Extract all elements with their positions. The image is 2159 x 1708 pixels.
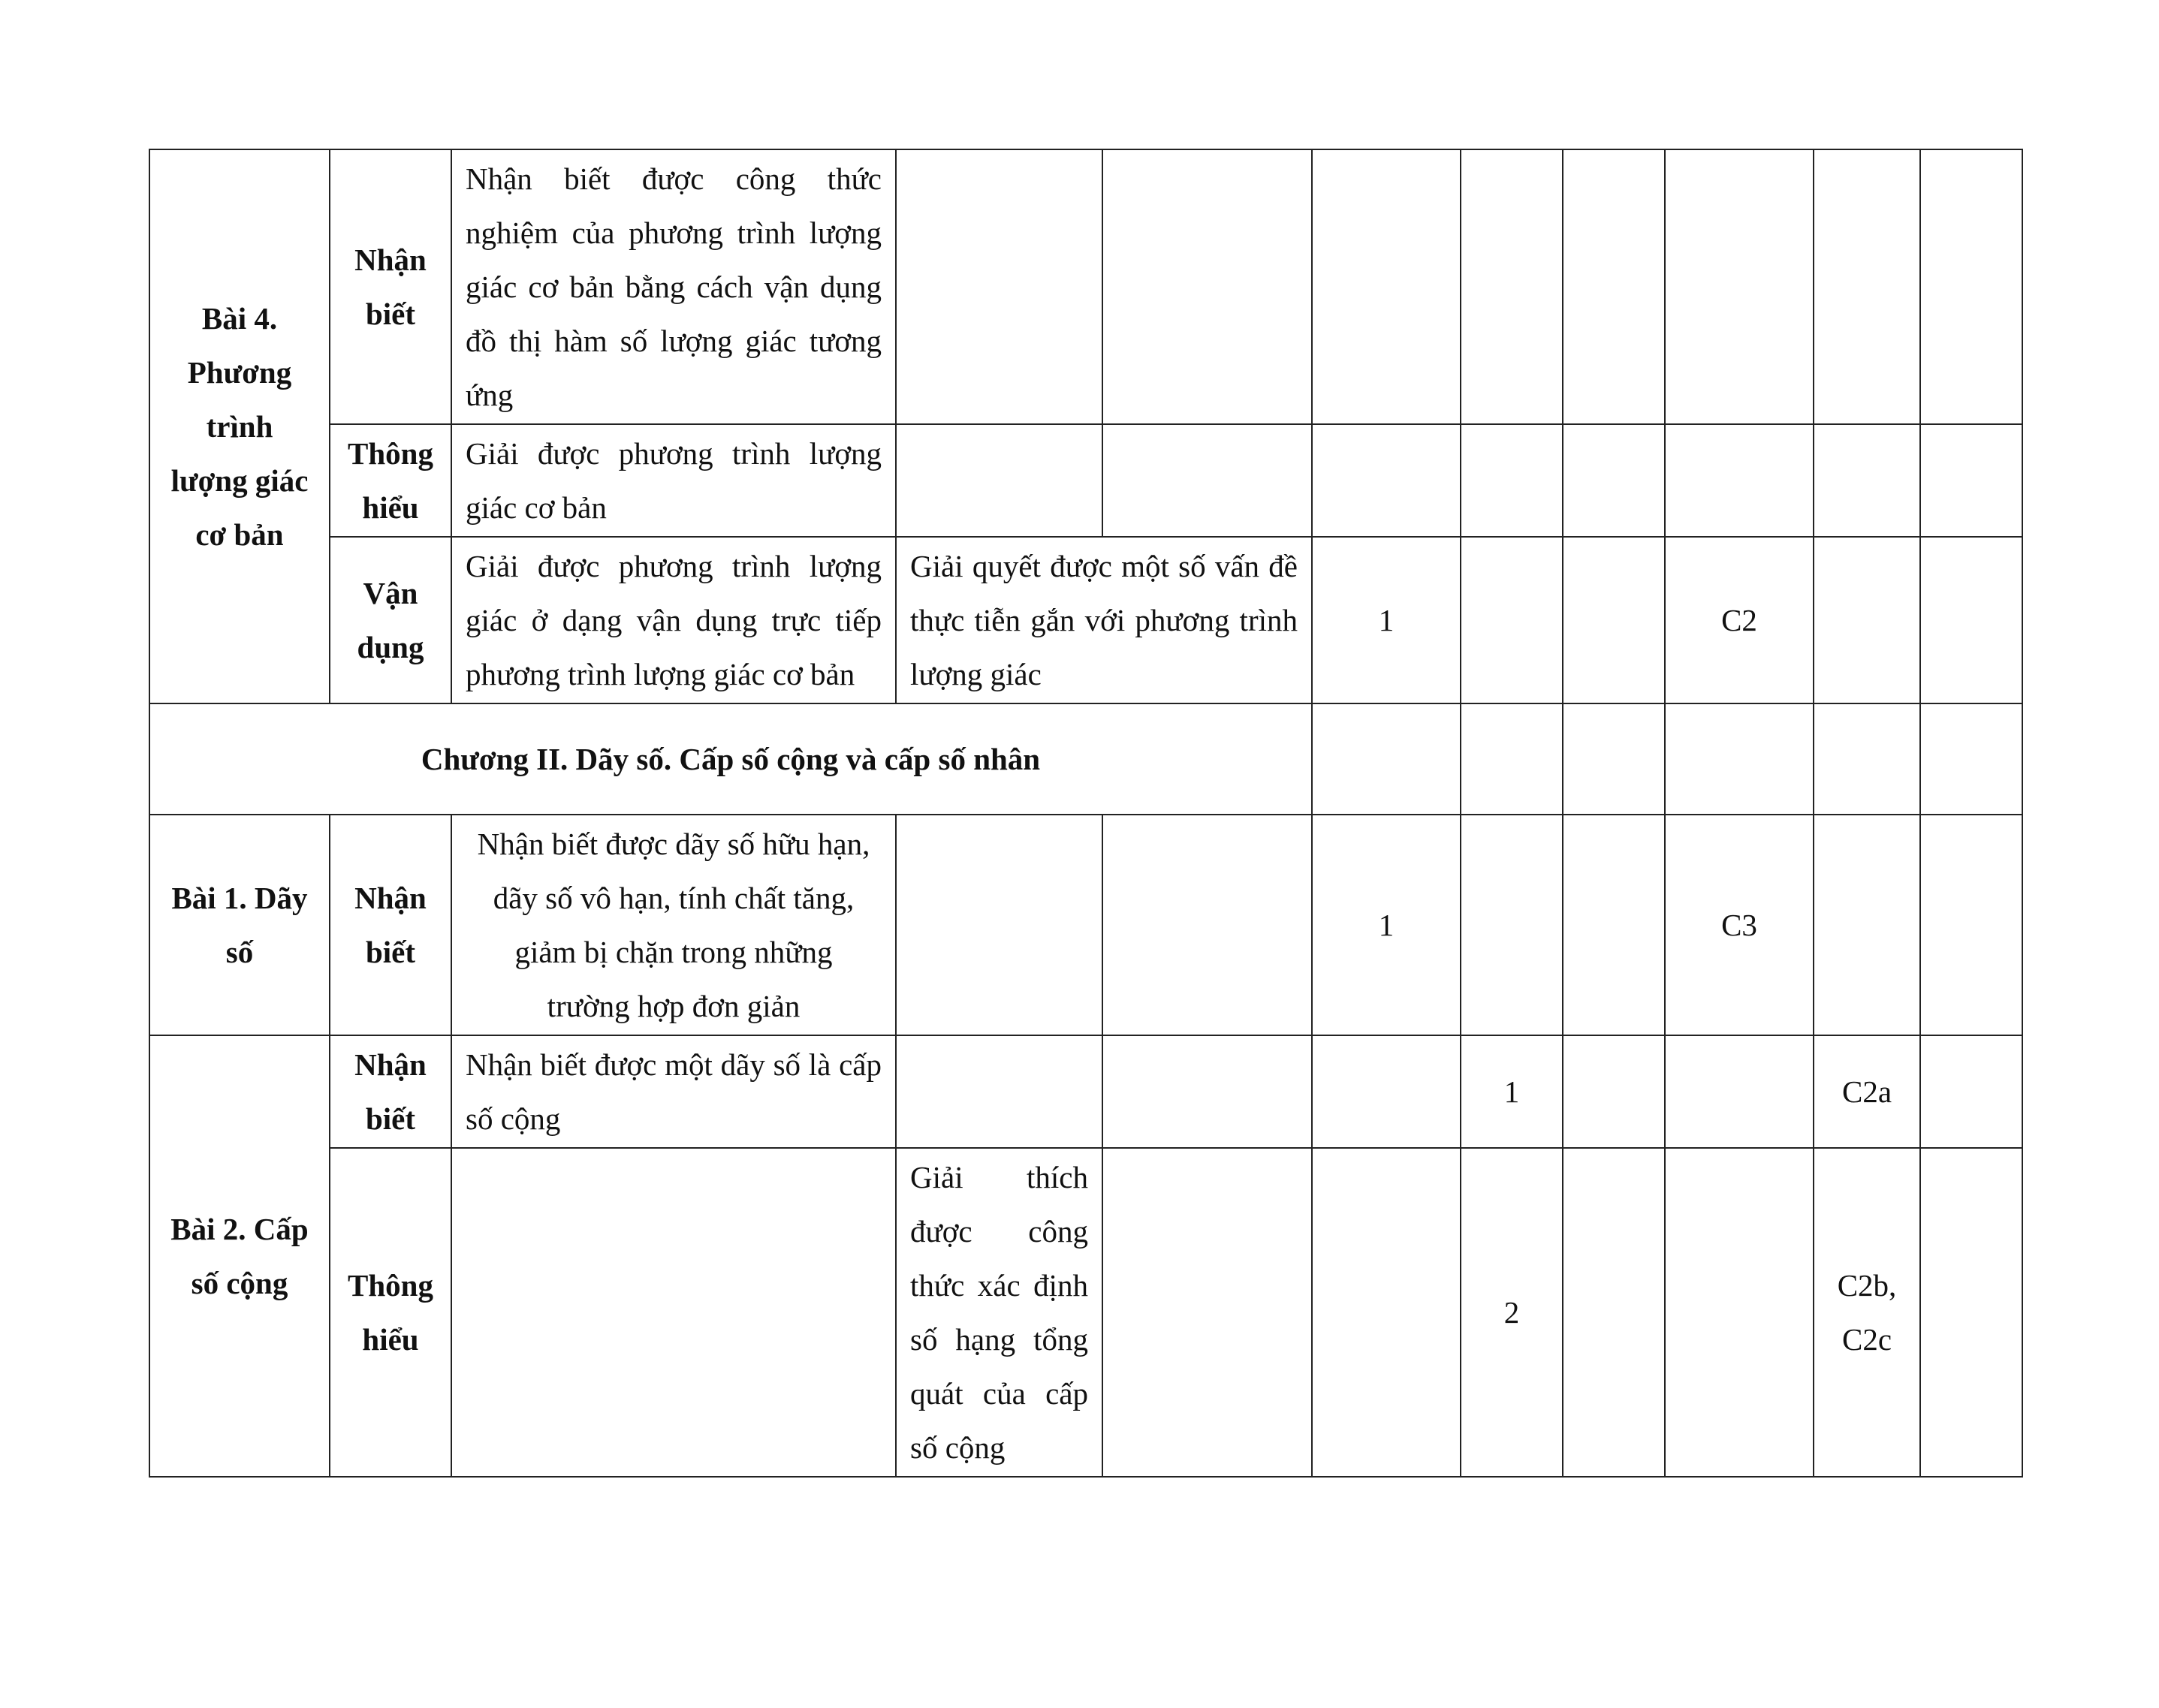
empty-cell xyxy=(1814,703,1920,815)
question-count-cell: 1 xyxy=(1312,537,1461,703)
empty-cell xyxy=(1814,815,1920,1035)
lesson-cell: Bài 1. Dãy số xyxy=(149,815,330,1035)
description-cell: Nhận biết được công thức nghiệm của phương trình lượng giác cơ bản bằng cách vận dụng đồ thị hàm số lượng giác tương ứng xyxy=(451,149,896,424)
empty-cell xyxy=(1312,149,1461,424)
empty-cell xyxy=(1563,703,1665,815)
description-cell: Giải thích được công thức xác định số hạng tổng quát của cấp số cộng xyxy=(896,1148,1102,1477)
question-code-cell: C3 xyxy=(1665,815,1814,1035)
table-row xyxy=(149,424,2022,537)
empty-cell xyxy=(1563,815,1665,1035)
empty-cell xyxy=(1102,424,1312,537)
empty-cell xyxy=(451,1148,896,1477)
table-row xyxy=(149,815,2022,1035)
empty-cell xyxy=(1665,149,1814,424)
empty-cell xyxy=(1563,424,1665,537)
empty-cell xyxy=(896,815,1102,1035)
empty-cell xyxy=(1312,424,1461,537)
empty-cell xyxy=(1920,815,2022,1035)
description-cell: Giải quyết được một số vấn đề thực tiễn gắn với phương trình lượng giác xyxy=(896,537,1312,703)
empty-cell xyxy=(1814,149,1920,424)
empty-cell xyxy=(896,1035,1102,1148)
empty-cell xyxy=(1920,537,2022,703)
level-cell: Thông hiểu xyxy=(330,424,451,537)
empty-cell xyxy=(896,424,1102,537)
empty-cell xyxy=(1920,149,2022,424)
empty-cell xyxy=(1920,1148,2022,1477)
empty-cell xyxy=(1563,1148,1665,1477)
table-row xyxy=(149,537,2022,703)
empty-cell xyxy=(1102,815,1312,1035)
question-count-cell: 1 xyxy=(1312,815,1461,1035)
empty-cell xyxy=(1461,149,1563,424)
lesson-cell: Bài 4. Phương trình lượng giác cơ bản xyxy=(149,149,330,703)
level-cell: Thông hiểu xyxy=(330,1148,451,1477)
empty-cell xyxy=(1312,703,1461,815)
empty-cell xyxy=(1920,703,2022,815)
question-count-cell: 2 xyxy=(1461,1148,1563,1477)
empty-cell xyxy=(1312,1148,1461,1477)
empty-cell xyxy=(1461,815,1563,1035)
description-cell: Nhận biết được một dãy số là cấp số cộng xyxy=(451,1035,896,1148)
empty-cell xyxy=(1563,537,1665,703)
question-code-cell: C2a xyxy=(1814,1035,1920,1148)
empty-cell xyxy=(1312,1035,1461,1148)
lesson-cell: Bài 2. Cấp số cộng xyxy=(149,1035,330,1477)
question-count-cell: 1 xyxy=(1461,1035,1563,1148)
empty-cell xyxy=(1665,1035,1814,1148)
assessment-matrix-table xyxy=(149,149,2023,1478)
question-code-cell: C2b, C2c xyxy=(1814,1148,1920,1477)
empty-cell xyxy=(1461,424,1563,537)
chapter-heading: Chương II. Dãy số. Cấp số cộng và cấp số nhân xyxy=(149,703,1312,815)
empty-cell xyxy=(1665,703,1814,815)
empty-cell xyxy=(1814,424,1920,537)
empty-cell xyxy=(1102,1148,1312,1477)
empty-cell xyxy=(1920,1035,2022,1148)
empty-cell xyxy=(1665,1148,1814,1477)
table-row xyxy=(149,1035,2022,1148)
empty-cell xyxy=(1814,537,1920,703)
empty-cell xyxy=(1102,1035,1312,1148)
empty-cell xyxy=(896,149,1102,424)
empty-cell xyxy=(1461,703,1563,815)
level-cell: Nhận biết xyxy=(330,1035,451,1148)
description-cell: Giải được phương trình lượng giác cơ bản xyxy=(451,424,896,537)
question-code-cell: C2 xyxy=(1665,537,1814,703)
table-row xyxy=(149,149,2022,424)
table-row xyxy=(149,1148,2022,1477)
empty-cell xyxy=(1920,424,2022,537)
level-cell: Vận dụng xyxy=(330,537,451,703)
description-cell: Giải được phương trình lượng giác ở dạng vận dụng trực tiếp phương trình lượng giác cơ bản xyxy=(451,537,896,703)
empty-cell xyxy=(1563,1035,1665,1148)
table-row xyxy=(149,703,2022,815)
level-cell: Nhận biết xyxy=(330,815,451,1035)
level-cell: Nhận biết xyxy=(330,149,451,424)
empty-cell xyxy=(1461,537,1563,703)
description-cell: Nhận biết được dãy số hữu hạn, dãy số vô hạn, tính chất tăng, giảm bị chặn trong những trường hợp đơn giản xyxy=(451,815,896,1035)
empty-cell xyxy=(1665,424,1814,537)
empty-cell xyxy=(1102,149,1312,424)
empty-cell xyxy=(1563,149,1665,424)
